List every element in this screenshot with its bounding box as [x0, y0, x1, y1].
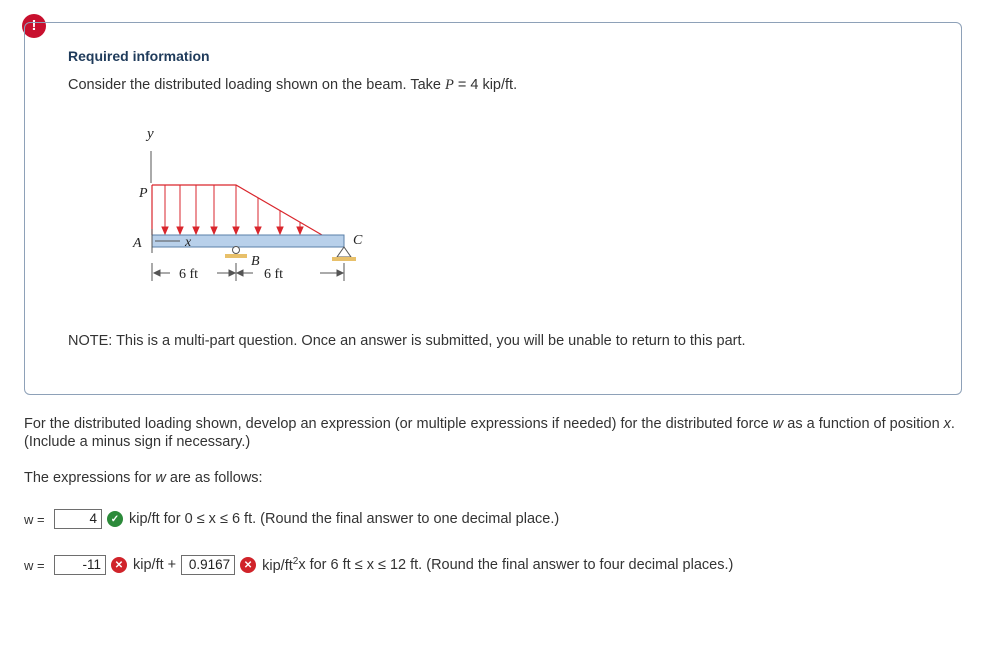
y-label: y [147, 126, 154, 142]
incorrect-x-icon: ✕ [111, 557, 127, 573]
support-c [337, 247, 351, 257]
w-label: w = [24, 511, 45, 527]
note-text: NOTE: This is a multi-part question. Once an answer is submitted, you will be unable to return to this part. [68, 333, 746, 349]
beam [152, 235, 344, 247]
answer-row-1 [24, 509, 559, 529]
load-arrows [162, 185, 303, 234]
support-c-base [332, 257, 356, 261]
answer-1-text: kip/ft for 0 ≤ x ≤ 6 ft. (Round the final answer to one decimal place.) [129, 511, 560, 527]
answer-1-input[interactable]: 4 [54, 509, 102, 529]
info-text: Consider the distributed loading shown on the beam. Take P = 4 kip/ft. [68, 77, 518, 93]
p-label: P [139, 186, 148, 201]
answer-2a-input[interactable]: -11 [54, 555, 106, 575]
incorrect-x-icon: ✕ [240, 557, 256, 573]
info-title: Required information [68, 48, 210, 64]
answer-2-mid-text: kip/ft + [133, 557, 177, 573]
required-info-panel [24, 22, 962, 395]
support-b-base [225, 254, 247, 258]
a-label: A [133, 236, 142, 251]
expressions-intro: The expressions for w are as follows: [24, 470, 263, 486]
answer-2-tail-text: x for 6 ft ≤ x ≤ 12 ft. (Round the final answer to four decimal places.) [298, 557, 734, 573]
w-label: w = [24, 557, 45, 573]
beam-diagram [125, 123, 385, 303]
b-label: B [251, 254, 260, 269]
question-text: For the distributed loading shown, develop an expression (or multiple expressions if needed) for the distributed force w as a function of position x. (Include a minus sign if necessary.) [24, 416, 955, 450]
c-label: C [353, 233, 363, 248]
answer-2-unit: kip/$ft^2$ [262, 556, 299, 574]
support-b-pin [233, 247, 240, 254]
x-label: x [185, 235, 192, 250]
correct-check-icon: ✓ [107, 511, 123, 527]
answer-2b-input[interactable]: 0.9167 [181, 555, 235, 575]
alert-icon: ! [22, 14, 46, 38]
answer-row-2 [24, 555, 733, 575]
dimension-1-label: 6 ft [179, 267, 199, 282]
dimension-2-label: 6 ft [264, 267, 284, 282]
